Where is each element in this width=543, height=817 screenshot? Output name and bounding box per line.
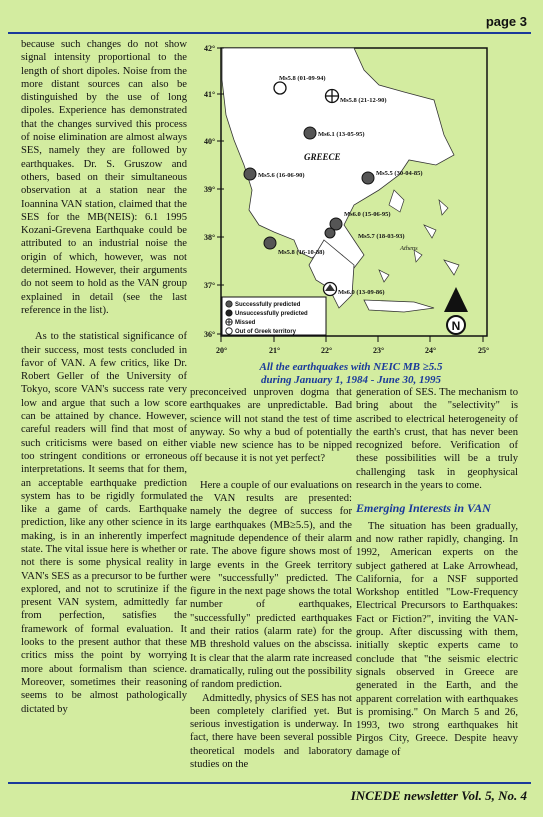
lat-label: 42° <box>204 44 216 53</box>
quake-marker <box>304 127 316 139</box>
column2-paragraph3: Admittedly, physics of SES has not been completely clarified yet. But serious investigation is underway. In fact, there have been several possible theoretical models and laboratory studies on the <box>190 692 352 771</box>
earthquake-map <box>204 40 500 345</box>
lon-label: 22° <box>321 346 333 355</box>
lat-label: 39° <box>204 185 216 194</box>
column1-paragraph1: because such changes do not show signal intensity proportional to the length of short dipoles. Noise from the more distant sources can also be distinguished by the use of long dipoles. Experience has demonstrated that the changes survived this process of noise elimination are almost always SES, namely they are followed by earthquakes. Dr. S. Gruszow and others, based on their simultaneous observation at a station near the Ioannina VAN station, claimed that the SES for the MB(NEIS): 6.1 1995 Kozani-Grevena Earthquake could be attributed to an industrial noise the origin of which, however, was not determined. However, their arguments do not seem to hold as the VAN group explained in detail (see the last reference in the list). <box>21 39 187 316</box>
lat-label: 41° <box>204 90 216 99</box>
top-rule <box>8 32 531 34</box>
quake-marker <box>244 168 256 180</box>
legend-item: Unsuccessfully predicted <box>235 311 308 317</box>
column2-paragraph1: preconceived unproven dogma that earthquakes are unpredictable. Bad science will not stand the test of time anyway. So why a bud of potentially viable new science has to be nipped off because it is not yet perfect? <box>190 387 352 465</box>
column1-paragraph2: As to the statistical significance of their success, most tests concluded in favor of VAN. A few critics, like Dr. Robert Geller of the University of Tokyo, score VAN's success rate very low and argue that such a low score can be attained by chance. However, careful readers will find that most of such criticisms were based on either too stringent conditions or erroneous interpretations. It seems that for them, an acceptable earthquake prediction system has to be rigidly formulated like a game of cards. Earthquake prediction, like any other science in its making, is in an inherently imperfect state. The vital issue here is whether or not there is some physical reality in VAN's SES as a precursor to be further explored, and not to scrutinize if the present VAN system, admittedly far from perfection, satisfies the framework of formal evaluation. It looks to the present author that these critics miss the point by worrying more about formalism than science. Moreover, sometimes their reasoning seems to be almost pathologically dictated by <box>21 331 187 715</box>
legend-item: Successfully predicted <box>235 302 301 308</box>
map-legend <box>222 297 326 335</box>
lat-label: 40° <box>204 137 216 146</box>
column3-paragraph1: generation of SES. The mechanism to bring about the "selectivity" is ascribed to electrical heterogeneity of the earth's crust, that has never been recognized before. Verification of these possibilities will be a truly challenging task in geophysical research in the years to come. <box>356 387 518 492</box>
quake-label: Ms5.5 (30-04-85) <box>376 170 423 177</box>
figure-caption <box>196 361 506 387</box>
quake-marker <box>325 228 335 238</box>
lon-label: 21° <box>269 346 281 355</box>
column2-paragraph2: Here a couple of our evaluations on the VAN results are presented: namely the degree of success for large earthquakes (MB≥5.5), and the magnitude dependence of their alarm rate. The above figure shows most of large events in the Greek territory were "successfully" predicted. The figure in the next page shows the total number of earthquakes, "successfully" predicted earthquakes and their ratios (alarm rate) for the MB threshold values on the abscissa. It is clear that the alarm rate increased dramatically, ruling out the possibility of random prediction. <box>190 479 352 691</box>
quake-label: Ms6.0 (13-09-86) <box>338 289 385 296</box>
quake-label: Ms5.7 (18-03-93) <box>358 233 405 240</box>
lon-label: 24° <box>425 346 437 355</box>
caption-line1: All the earthquakes with NEIC MB ≥5.5 <box>259 361 443 373</box>
bottom-rule <box>8 782 531 784</box>
lon-labels <box>204 346 504 358</box>
quake-label: Ms5.8 (21-12-90) <box>340 97 387 104</box>
quake-marker <box>264 237 276 249</box>
lat-label: 36° <box>204 330 216 339</box>
lat-label: 38° <box>204 233 216 242</box>
lat-label: 37° <box>204 281 216 290</box>
svg-text:N: N <box>451 319 461 333</box>
footer: INCEDE newsletter Vol. 5, No. 4 <box>350 788 527 803</box>
section-heading: Emerging Interests in VAN <box>356 501 491 516</box>
legend-item: Out of Greek territory <box>235 329 297 335</box>
caption-line2: during January 1, 1984 - June 30, 1995 <box>260 374 441 386</box>
lon-label: 20° <box>216 346 228 355</box>
column-1 <box>21 38 187 716</box>
country-label: GREECE <box>304 152 341 162</box>
city-label: Athens <box>400 245 418 252</box>
lon-label: 25° <box>478 346 490 355</box>
column-3 <box>356 386 518 759</box>
legend-item: Missed <box>235 320 256 326</box>
quake-marker <box>362 172 374 184</box>
quake-label: Ms6.1 (13-05-95) <box>318 131 365 138</box>
column-2 <box>190 386 352 771</box>
quake-label: Ms5.8 (16-10-88) <box>278 249 325 256</box>
quake-label: Ms5.8 (01-09-94) <box>279 75 326 82</box>
lon-label: 23° <box>373 346 385 355</box>
column3-paragraph2: The situation has been gradually, and now rather rapidly, changing. In 1992, American experts on the subject gathered at Lake Arrowhead, California, for a NSF supported Workshop entitled "Low-Frequency Electrical Precursors to Earthquakes: Fact or Fiction?", inviting the VAN-group. After discussing with them, initially skeptic experts came to conclude that "the seismic electric signals observed in Greece are generated in the Earth, and the apparent correlation with earthquakes is promising." On March 5 and 26, 1993, two strong earthquakes hit Pirgos City, Greece. Despite heavy damage of <box>356 520 518 758</box>
quake-marker <box>274 82 286 94</box>
quake-label: Ms5.6 (16-06-90) <box>258 172 305 179</box>
quake-label: Ms6.0 (15-06-95) <box>344 211 391 218</box>
page-number: page 3 <box>485 14 527 29</box>
